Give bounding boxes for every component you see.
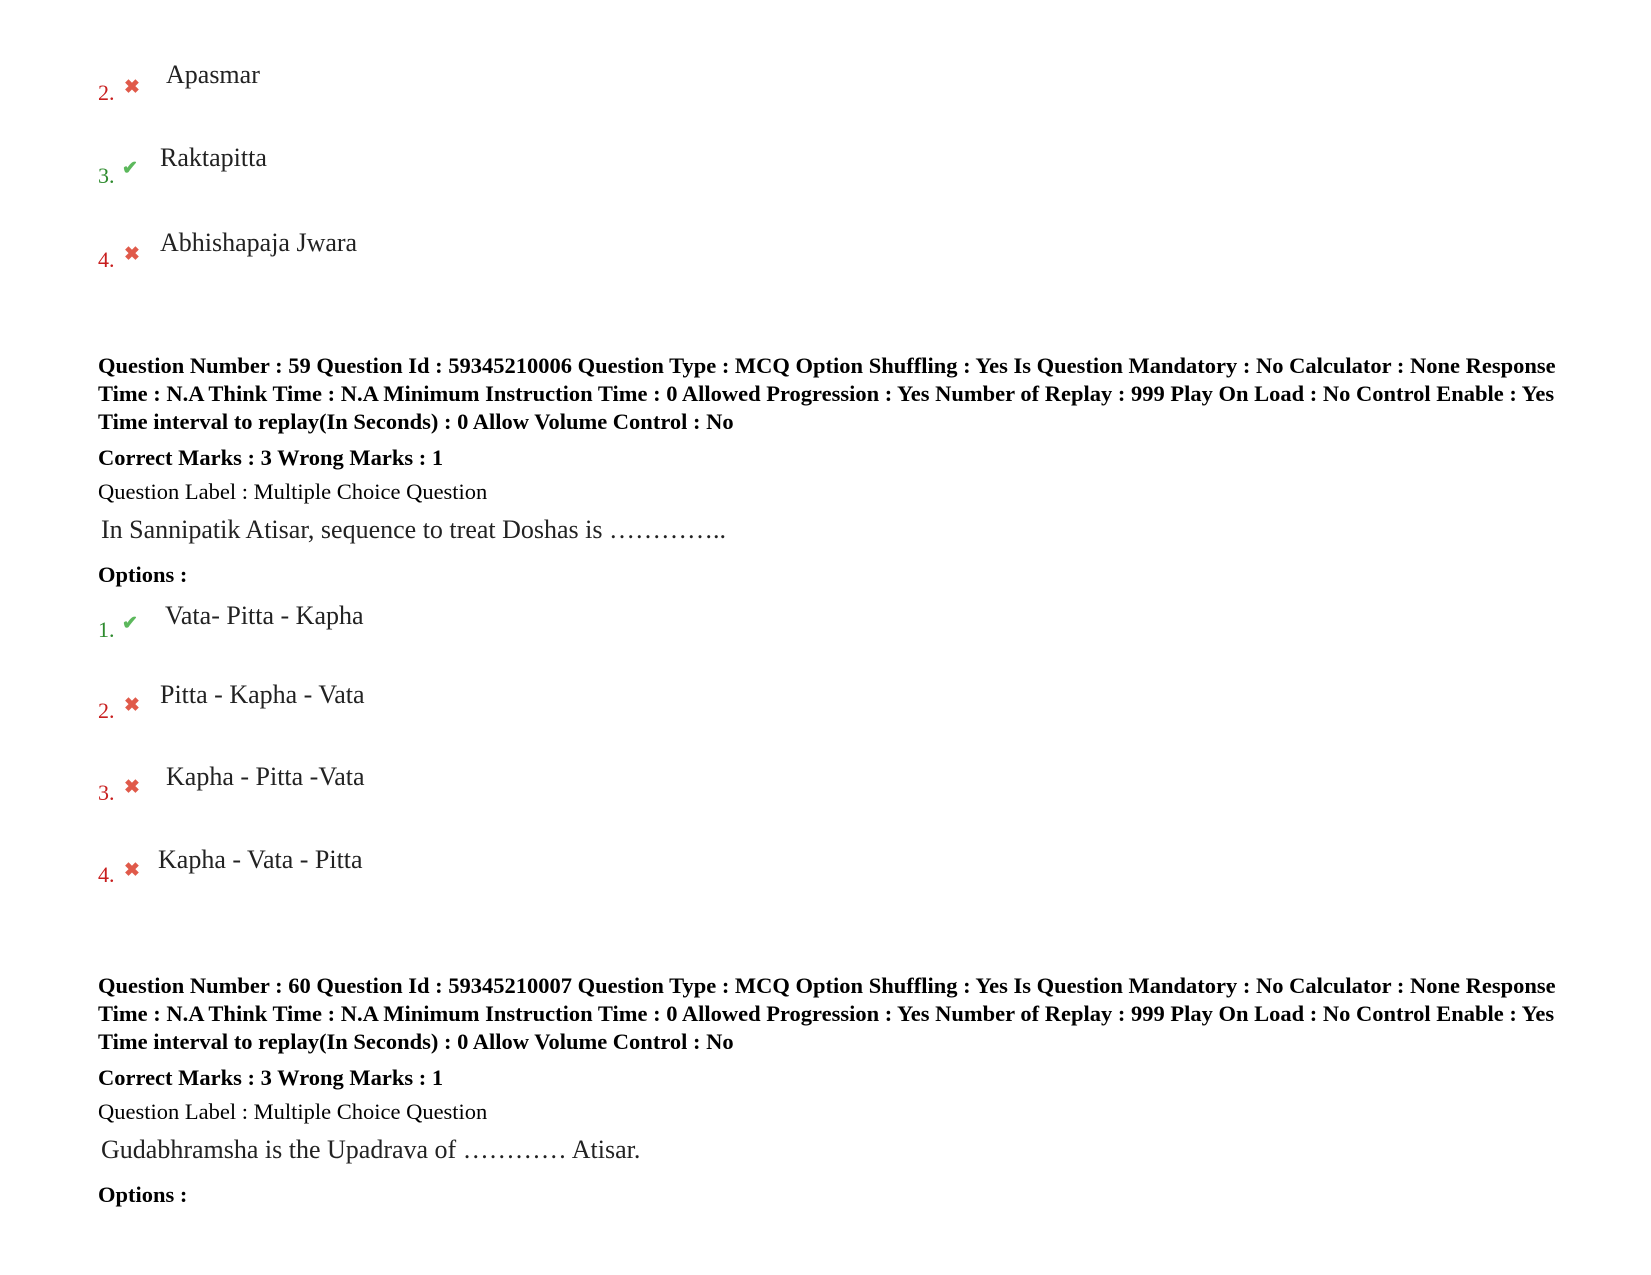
option-number: 2. [98,80,115,105]
cross-icon: ✖ [124,244,140,265]
question-label: Question Label : Multiple Choice Question [98,479,488,504]
cross-icon: ✖ [124,777,140,798]
option-number: 3. [98,163,115,188]
question-meta: Question Number : 60 Question Id : 59345210007 Question Type : MCQ Option Shuffling : Yes Is Question Mandatory : No Calculator : None Response Time : N.A Think Time : N.A Minimum Instruction Time : 0 Allowed Progression : Yes Number of Replay : 999 Play On Load : No Control Enable : Yes Time interval to replay(In Seconds) : 0 Allow Volume Control : No [98,973,1556,1054]
option-text: Raktapitta [160,143,267,172]
option-number: 2. [98,698,115,723]
options-heading: Options : [98,1182,188,1207]
option-number: 4. [98,862,115,887]
option-number: 3. [98,780,115,805]
option-number: 1. [98,617,115,642]
question-marks: Correct Marks : 3 Wrong Marks : 1 [98,445,444,470]
option-text: Vata- Pitta - Kapha [165,601,364,630]
option-text: Kapha - Vata - Pitta [158,845,363,874]
question-marks: Correct Marks : 3 Wrong Marks : 1 [98,1065,444,1090]
option-text: Kapha - Pitta -Vata [166,762,365,791]
question-meta: Question Number : 59 Question Id : 59345210006 Question Type : MCQ Option Shuffling : Yes Is Question Mandatory : No Calculator : None Response Time : N.A Think Time : N.A Minimum Instruction Time : 0 Allowed Progression : Yes Number of Replay : 999 Play On Load : No Control Enable : Yes Time interval to replay(In Seconds) : 0 Allow Volume Control : No [98,353,1556,434]
option-number: 4. [98,247,115,272]
cross-icon: ✖ [124,695,140,716]
question-text: In Sannipatik Atisar, sequence to treat Doshas is ………….. [101,515,727,544]
cross-icon: ✖ [124,860,140,881]
check-icon: ✔ [122,613,138,634]
option-text: Apasmar [166,60,260,89]
check-icon: ✔ [122,158,138,179]
options-heading: Options : [98,562,188,587]
option-text: Pitta - Kapha - Vata [160,680,365,709]
question-text: Gudabhramsha is the Upadrava of ………… Atisar. [101,1135,641,1164]
option-text: Abhishapaja Jwara [160,228,358,257]
question-label: Question Label : Multiple Choice Question [98,1099,488,1124]
cross-icon: ✖ [124,77,140,98]
